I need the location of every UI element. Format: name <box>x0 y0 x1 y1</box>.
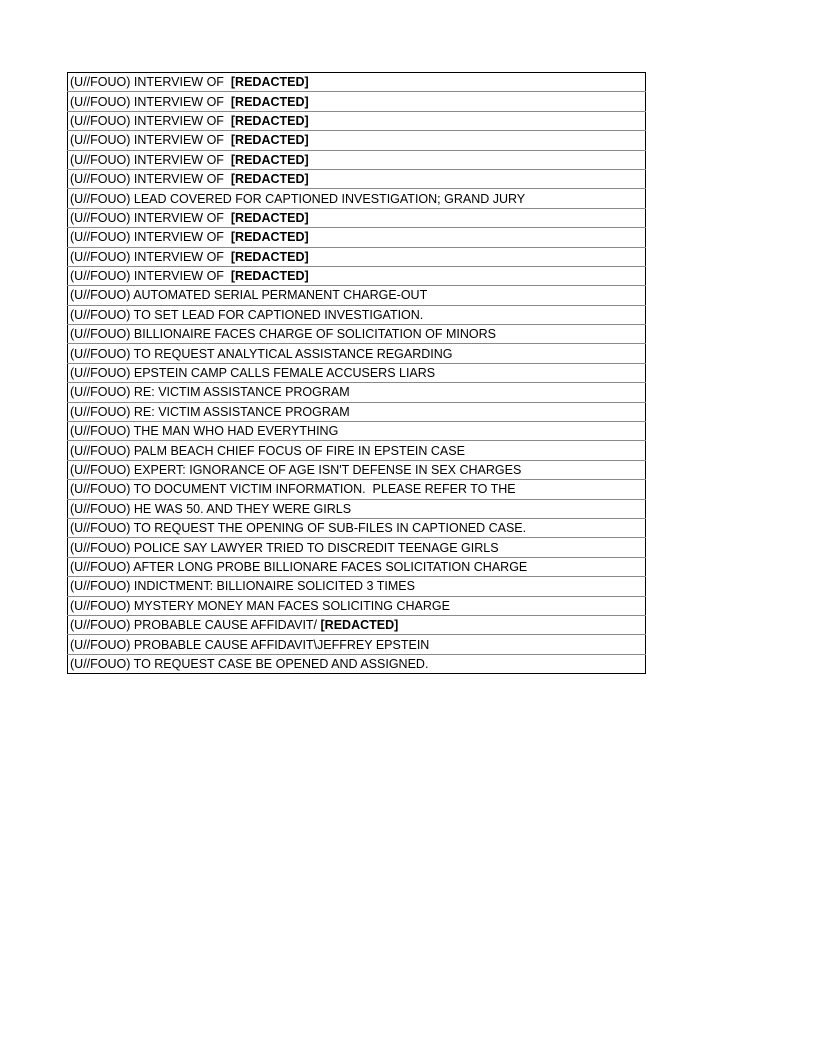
redacted-label: [REDACTED] <box>230 75 309 90</box>
table-row <box>68 169 646 188</box>
row-text: (U//FOUO) TO REQUEST CASE BE OPENED AND ASSIGNED. <box>70 656 429 671</box>
row-text: (U//FOUO) HE WAS 50. AND THEY WERE GIRLS <box>70 501 352 516</box>
redacted-label: [REDACTED] <box>230 269 309 284</box>
table-cell <box>68 208 646 227</box>
table-row <box>68 557 646 576</box>
table-row <box>68 363 646 382</box>
table-cell <box>68 557 646 576</box>
table-cell <box>68 305 646 324</box>
table-row <box>68 518 646 537</box>
row-text: (U//FOUO) INTERVIEW OF <box>70 210 231 225</box>
table-cell <box>68 92 646 111</box>
table-cell <box>68 247 646 266</box>
row-text: (U//FOUO) TO SET LEAD FOR CAPTIONED INVESTIGATION. <box>70 307 424 322</box>
document-table-body <box>68 73 646 674</box>
table-cell <box>68 441 646 460</box>
row-text: (U//FOUO) INTERVIEW OF <box>70 133 231 148</box>
document-table <box>67 72 646 674</box>
table-cell <box>68 228 646 247</box>
row-text: (U//FOUO) TO DOCUMENT VICTIM INFORMATION. PLEASE REFER TO THE <box>70 482 516 497</box>
table-cell <box>68 131 646 150</box>
table-row <box>68 480 646 499</box>
table-row <box>68 189 646 208</box>
row-text: (U//FOUO) INTERVIEW OF <box>70 152 231 167</box>
table-row <box>68 266 646 285</box>
table-cell <box>68 480 646 499</box>
row-text: (U//FOUO) RE: VICTIM ASSISTANCE PROGRAM <box>70 404 350 419</box>
redacted-label: [REDACTED] <box>230 249 309 264</box>
row-text: (U//FOUO) INTERVIEW OF <box>70 230 231 245</box>
table-cell <box>68 577 646 596</box>
table-cell <box>68 615 646 634</box>
row-text: (U//FOUO) THE MAN WHO HAD EVERYTHING <box>70 424 339 439</box>
table-row <box>68 596 646 615</box>
table-cell <box>68 111 646 130</box>
table-row <box>68 131 646 150</box>
row-text: (U//FOUO) INDICTMENT: BILLIONAIRE SOLICITED 3 TIMES <box>70 579 415 594</box>
row-text: (U//FOUO) INTERVIEW OF <box>70 94 231 109</box>
table-row <box>68 305 646 324</box>
row-text: (U//FOUO) EXPERT: IGNORANCE OF AGE ISN'T DEFENSE IN SEX CHARGES <box>70 463 522 477</box>
table-row <box>68 344 646 363</box>
redacted-label: [REDACTED] <box>230 133 309 148</box>
row-text: (U//FOUO) AFTER LONG PROBE BILLIONARE FACES SOLICITATION CHARGE <box>70 559 528 574</box>
row-text: (U//FOUO) INTERVIEW OF <box>70 113 231 128</box>
table-cell <box>68 73 646 92</box>
table-row <box>68 92 646 111</box>
table-cell <box>68 150 646 169</box>
table-row <box>68 208 646 227</box>
table-row <box>68 402 646 421</box>
table-cell <box>68 189 646 208</box>
table-cell <box>68 654 646 673</box>
row-text: (U//FOUO) POLICE SAY LAWYER TRIED TO DISCREDIT TEENAGE GIRLS <box>70 540 499 555</box>
table-row <box>68 577 646 596</box>
redacted-label: [REDACTED] <box>230 113 309 128</box>
table-cell <box>68 460 646 479</box>
table-cell <box>68 344 646 363</box>
table-row <box>68 325 646 344</box>
table-cell <box>68 538 646 557</box>
table-cell <box>68 363 646 382</box>
table-cell <box>68 169 646 188</box>
table-cell <box>68 499 646 518</box>
row-text: (U//FOUO) INTERVIEW OF <box>70 249 231 264</box>
table-row <box>68 441 646 460</box>
row-text: (U//FOUO) RE: VICTIM ASSISTANCE PROGRAM <box>70 385 350 400</box>
table-row <box>68 499 646 518</box>
table-cell <box>68 325 646 344</box>
table-row <box>68 460 646 479</box>
table-cell <box>68 422 646 441</box>
row-text: (U//FOUO) INTERVIEW OF <box>70 269 231 284</box>
table-row <box>68 286 646 305</box>
row-text: (U//FOUO) PROBABLE CAUSE AFFIDAVIT/ <box>70 618 321 633</box>
redacted-label: [REDACTED] <box>230 172 309 187</box>
redacted-label: [REDACTED] <box>320 618 399 633</box>
table-cell <box>68 402 646 421</box>
redacted-label: [REDACTED] <box>230 210 309 225</box>
row-text: (U//FOUO) INTERVIEW OF <box>70 75 231 90</box>
table-cell <box>68 518 646 537</box>
table-row <box>68 150 646 169</box>
row-text: (U//FOUO) LEAD COVERED FOR CAPTIONED INVESTIGATION; GRAND JURY <box>70 191 526 206</box>
redacted-label: [REDACTED] <box>230 94 309 109</box>
table-row <box>68 422 646 441</box>
table-row <box>68 635 646 654</box>
table-row <box>68 247 646 266</box>
row-text: (U//FOUO) PALM BEACH CHIEF FOCUS OF FIRE IN EPSTEIN CASE <box>70 443 465 458</box>
table-cell <box>68 266 646 285</box>
row-text: (U//FOUO) INTERVIEW OF <box>70 172 231 187</box>
table-row <box>68 654 646 673</box>
table-cell <box>68 596 646 615</box>
row-text: (U//FOUO) MYSTERY MONEY MAN FACES SOLICITING CHARGE <box>70 598 450 613</box>
redacted-label: [REDACTED] <box>230 230 309 245</box>
table-cell <box>68 286 646 305</box>
table-row <box>68 73 646 92</box>
row-text: (U//FOUO) BILLIONAIRE FACES CHARGE OF SOLICITATION OF MINORS <box>70 327 496 342</box>
table-cell <box>68 383 646 402</box>
redacted-label: [REDACTED] <box>230 152 309 167</box>
row-text: (U//FOUO) EPSTEIN CAMP CALLS FEMALE ACCUSERS LIARS <box>70 366 436 381</box>
table-row <box>68 383 646 402</box>
row-text: (U//FOUO) TO REQUEST ANALYTICAL ASSISTANCE REGARDING <box>70 346 453 361</box>
table-row <box>68 111 646 130</box>
table-cell <box>68 635 646 654</box>
table-row <box>68 615 646 634</box>
row-text: (U//FOUO) TO REQUEST THE OPENING OF SUB-FILES IN CAPTIONED CASE. <box>70 521 527 536</box>
row-text: (U//FOUO) AUTOMATED SERIAL PERMANENT CHARGE-OUT <box>70 288 428 303</box>
row-text: (U//FOUO) PROBABLE CAUSE AFFIDAVIT\JEFFREY EPSTEIN <box>70 637 430 652</box>
table-row <box>68 538 646 557</box>
table-row <box>68 228 646 247</box>
